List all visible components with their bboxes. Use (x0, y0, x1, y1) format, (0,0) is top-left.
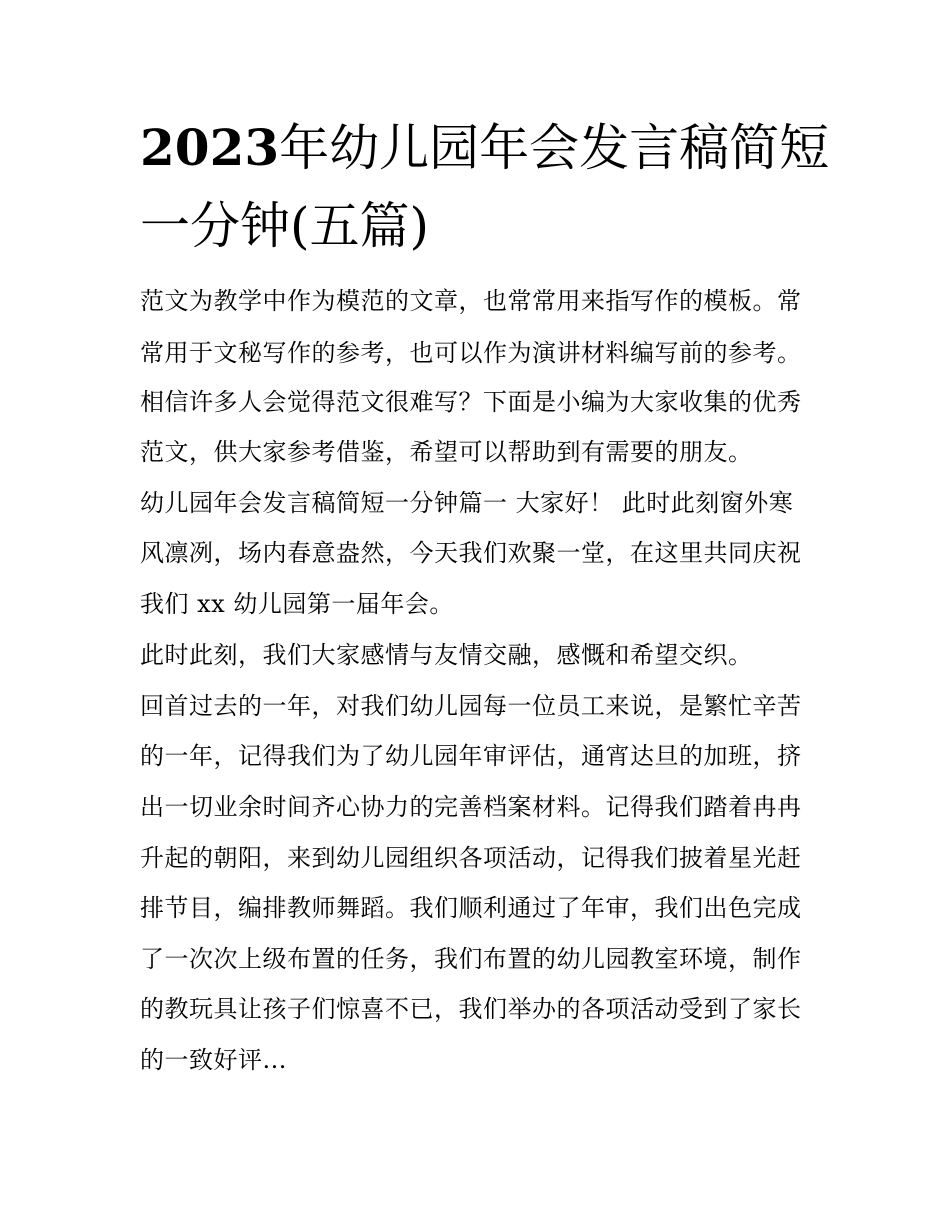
body-line: 范文，供大家参考借鉴，希望可以帮助到有需要的朋友。 (140, 438, 753, 466)
body-line: 了一次次上级布置的任务，我们布置的幼儿园教室环境，制作 (140, 945, 802, 973)
title-text: 年幼儿园年会发言稿简短 (279, 119, 830, 177)
body-line: 回首过去的一年，对我们幼儿园每一位员工来说，是繁忙辛苦 (140, 692, 802, 720)
body-line: 范文为教学中作为模范的文章，也常常用来指写作的模板。常 (140, 287, 802, 315)
document-title-line-1 (140, 118, 830, 177)
title-year: 2023 (140, 118, 280, 177)
body-line: 的一年，记得我们为了幼儿园年审评估，通宵达旦的加班，挤 (140, 742, 802, 770)
body-line: 的一致好评... (140, 1046, 287, 1074)
body-line: 升起的朝阳，来到幼儿园组织各项活动，记得我们披着星光赶 (140, 844, 802, 872)
body-line: 此时此刻，我们大家感情与友情交融，感慨和希望交织。 (140, 641, 753, 669)
body-line: 常用于文秘写作的参考，也可以作为演讲材料编写前的参考。 (140, 339, 802, 367)
body-line: 风凛冽，场内春意盎然，今天我们欢聚一堂，在这里共同庆祝 (140, 539, 802, 567)
document-title-line-2: 一分钟(五篇) (140, 197, 430, 255)
body-line: 我们 xx 幼儿园第一届年会。 (140, 590, 454, 618)
body-line: 幼儿园年会发言稿简短一分钟篇一 大家好！ 此时此刻窗外寒 (140, 489, 794, 517)
body-line: 排节目，编排教师舞蹈。我们顺利通过了年审，我们出色完成 (140, 894, 802, 922)
body-line: 出一切业余时间齐心协力的完善档案材料。记得我们踏着冉冉 (140, 793, 802, 821)
body-line: 的教玩具让孩子们惊喜不已，我们举办的各项活动受到了家长 (140, 995, 802, 1023)
body-line: 相信许多人会觉得范文很难写？下面是小编为大家收集的优秀 (140, 388, 802, 416)
